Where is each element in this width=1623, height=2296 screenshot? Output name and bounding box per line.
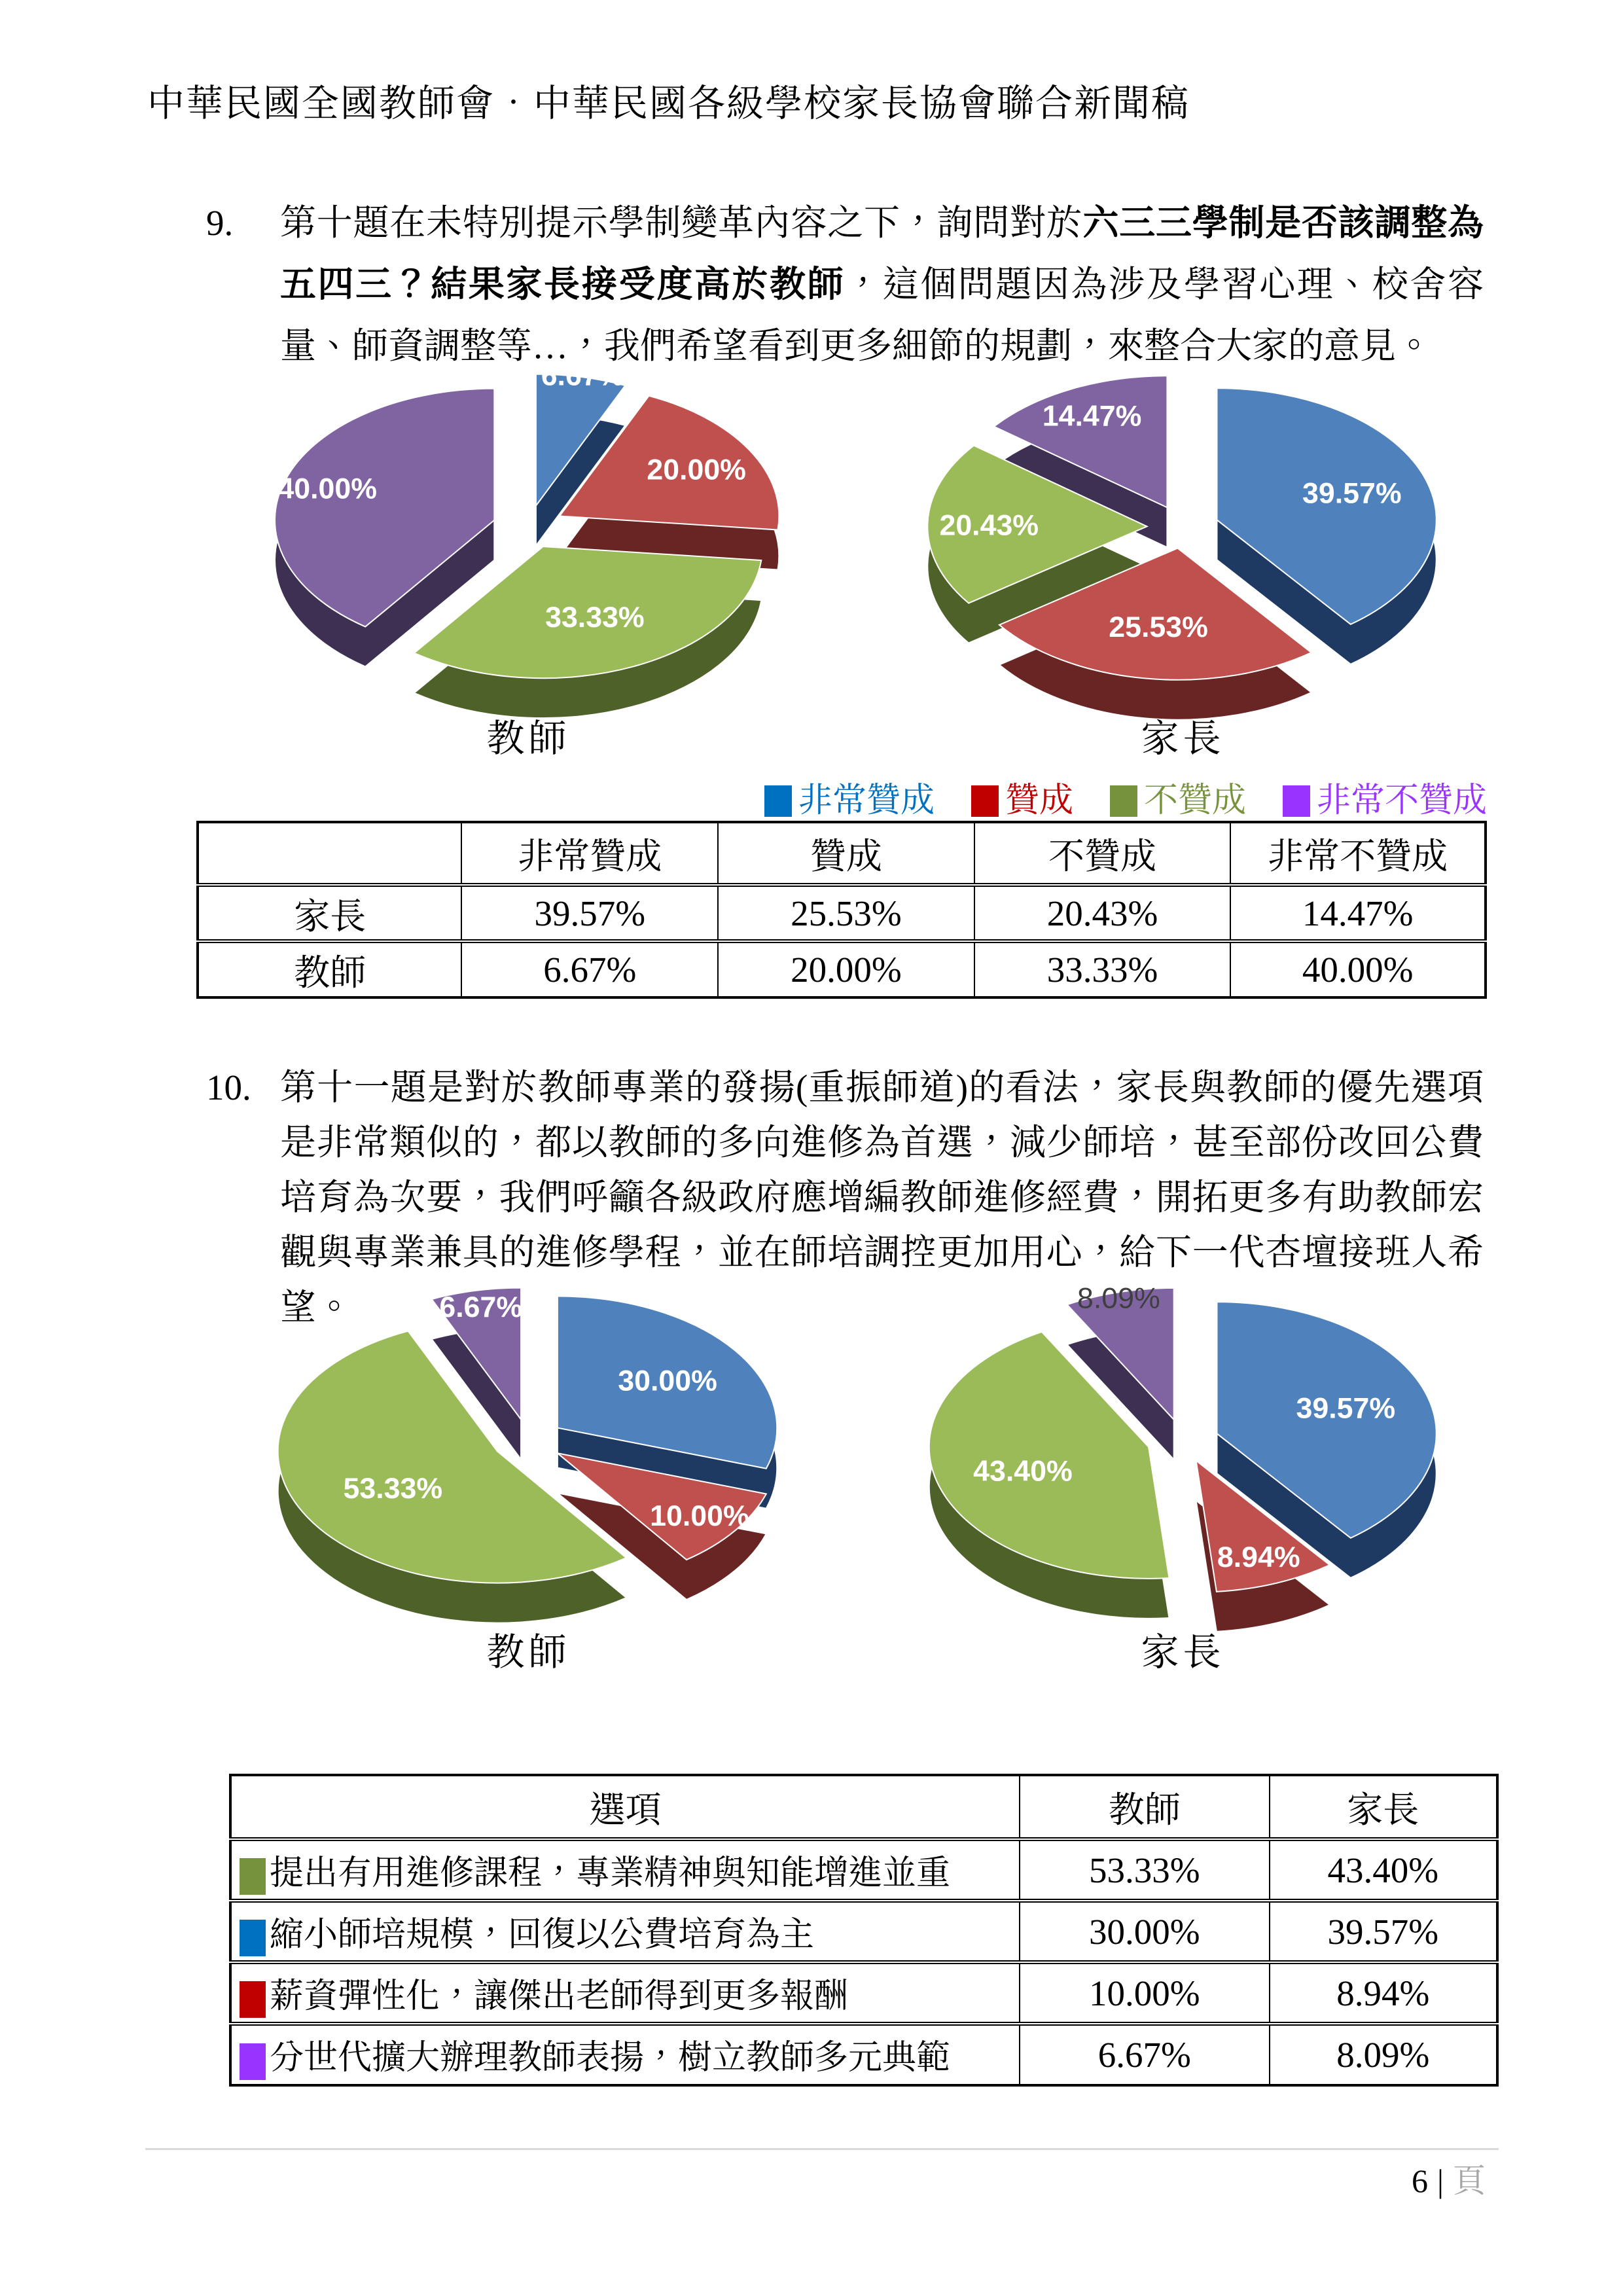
charts-row-q10 — [219, 364, 1492, 762]
header-cell — [198, 822, 461, 885]
legend-item — [1283, 772, 1487, 821]
table-row — [230, 1839, 1497, 1901]
pie-chart-q10-teachers — [219, 364, 838, 731]
option-label: 縮小師培規模，回復以公費培育為主 — [270, 1916, 815, 1954]
legend-swatch-icon — [764, 785, 792, 817]
value-cell: 39.57% — [461, 885, 718, 941]
option-label: 薪資彈性化，讓傑出老師得到更多報酬 — [270, 1977, 849, 2015]
page-number: 6 — [1411, 2162, 1428, 2199]
chart-box-q11-teachers — [219, 1278, 838, 1676]
svg-text:25.53%: 25.53% — [1109, 611, 1208, 644]
value-cell: 8.09% — [1270, 2024, 1497, 2085]
page-footer — [1178, 2155, 1486, 2202]
chart-caption: 家長 — [1141, 1630, 1225, 1674]
value-cell: 6.67% — [1020, 2024, 1269, 2085]
svg-text:33.33%: 33.33% — [545, 601, 645, 634]
page-title: 中華民國全國教師會‧中華民國各級學校家長協會聯合新聞稿 — [147, 83, 1190, 124]
legend-swatch-icon — [1283, 785, 1310, 817]
svg-text:20.43%: 20.43% — [939, 509, 1039, 542]
header-cell: 贊成 — [718, 822, 974, 885]
value-cell: 39.57% — [1270, 1901, 1497, 1962]
row-label: 家長 — [198, 885, 461, 941]
value-cell: 53.33% — [1020, 1839, 1269, 1901]
paragraph-bold-text: 六三三學制是否該調整為五四三？結果家長接受度高於教師 — [280, 203, 1484, 304]
value-cell: 20.00% — [718, 941, 974, 997]
table-row — [198, 885, 1486, 941]
paragraph-text: 第十一題是對於教師專業的發揚(重振師道)的看法，家長與教師的優先選項是非常類似的，都以教師的多向進修為首選，減少師培，甚至部份改回公費培育為次要，我們呼籲各級政府應增編教師進修經費，開拓更多有助教師宏觀與專業兼具的進修學程，並在師培調控更加用心，給下一代杏壇接班人希望。 — [280, 1067, 1484, 1327]
table-row — [230, 2024, 1497, 2085]
option-label: 提出有用進修課程，專業精神與知能增進並重 — [270, 1854, 951, 1892]
list-item-9 — [206, 192, 1484, 377]
chart-box-q10-teachers — [219, 364, 838, 762]
footer-divider — [145, 2148, 1499, 2150]
legend-swatch-icon — [1110, 785, 1137, 817]
paragraph-text: 第十題在未特別提示學制變革內容之下，詢問對於 — [280, 203, 1083, 243]
svg-text:8.09%: 8.09% — [1077, 1282, 1160, 1315]
header-cell: 教師 — [1020, 1775, 1269, 1839]
list-number: 9. — [206, 203, 234, 243]
row-label: 教師 — [198, 941, 461, 997]
svg-text:39.57%: 39.57% — [1296, 1392, 1396, 1425]
legend-label: 非常不贊成 — [1316, 782, 1487, 819]
option-cell — [230, 1962, 1020, 2024]
chart-caption: 教師 — [486, 717, 571, 760]
svg-text:6.67%: 6.67% — [541, 364, 624, 392]
results-table-q10 — [196, 821, 1487, 999]
legend-item — [764, 772, 935, 821]
table-header-row — [198, 822, 1486, 885]
svg-text:20.00%: 20.00% — [647, 454, 746, 486]
chart-box-q10-parents — [874, 364, 1492, 762]
option-cell — [230, 1839, 1020, 1901]
legend-swatch-icon — [971, 785, 999, 817]
svg-text:40.00%: 40.00% — [277, 473, 377, 505]
table-header-row — [230, 1775, 1497, 1839]
value-cell: 43.40% — [1270, 1839, 1497, 1901]
option-swatch-icon — [240, 1858, 266, 1895]
header-cell: 家長 — [1270, 1775, 1497, 1839]
table-row — [230, 1901, 1497, 1962]
legend-label: 不贊成 — [1143, 782, 1246, 819]
results-table-q11 — [229, 1774, 1499, 2087]
pie-chart-q11-parents — [874, 1278, 1492, 1645]
value-cell: 33.33% — [974, 941, 1231, 997]
value-cell: 6.67% — [461, 941, 718, 997]
paragraph-q10 — [280, 192, 1484, 377]
table-row — [230, 1962, 1497, 2024]
svg-text:8.94%: 8.94% — [1217, 1541, 1300, 1573]
page-label: 頁 — [1453, 2162, 1486, 2199]
option-cell — [230, 2024, 1020, 2085]
legend-item — [971, 772, 1073, 821]
header-cell: 非常不贊成 — [1230, 822, 1486, 885]
chart-legend — [196, 772, 1487, 821]
footer-separator: | — [1436, 2162, 1444, 2199]
svg-text:30.00%: 30.00% — [618, 1365, 717, 1397]
option-swatch-icon — [240, 1920, 266, 1956]
chart-caption: 教師 — [486, 1630, 571, 1674]
value-cell: 20.43% — [974, 885, 1231, 941]
table-row — [198, 941, 1486, 997]
svg-text:43.40%: 43.40% — [973, 1455, 1073, 1488]
value-cell: 10.00% — [1020, 1962, 1269, 2024]
legend-item — [1110, 772, 1246, 821]
option-label: 分世代擴大辦理教師表揚，樹立教師多元典範 — [270, 2039, 951, 2077]
option-swatch-icon — [240, 2043, 266, 2080]
value-cell: 40.00% — [1230, 941, 1486, 997]
svg-text:6.67%: 6.67% — [439, 1291, 523, 1323]
chart-box-q11-parents — [874, 1278, 1492, 1676]
header-cell: 非常贊成 — [461, 822, 718, 885]
value-cell: 30.00% — [1020, 1901, 1269, 1962]
list-number: 10. — [206, 1067, 251, 1107]
option-swatch-icon — [240, 1981, 266, 2018]
header-cell: 不贊成 — [974, 822, 1231, 885]
chart-caption: 家長 — [1141, 717, 1225, 760]
legend-label: 非常贊成 — [798, 782, 935, 819]
header-cell: 選項 — [589, 1790, 662, 1830]
pie-chart-q11-teachers — [219, 1278, 838, 1645]
paragraph-text: ，這個問題因為涉及學習心理、校舍容量、師資調整等…，我們希望看到更多細節的規劃，來整合大家的意見。 — [280, 264, 1484, 366]
svg-text:39.57%: 39.57% — [1302, 477, 1402, 510]
svg-text:53.33%: 53.33% — [343, 1473, 443, 1505]
value-cell: 25.53% — [718, 885, 974, 941]
option-cell — [230, 1901, 1020, 1962]
pie-chart-q10-parents — [874, 364, 1492, 731]
value-cell: 14.47% — [1230, 885, 1486, 941]
charts-row-q11 — [219, 1278, 1492, 1676]
svg-text:14.47%: 14.47% — [1042, 400, 1142, 433]
svg-text:10.00%: 10.00% — [650, 1500, 749, 1533]
value-cell: 8.94% — [1270, 1962, 1497, 2024]
legend-label: 贊成 — [1005, 782, 1073, 819]
